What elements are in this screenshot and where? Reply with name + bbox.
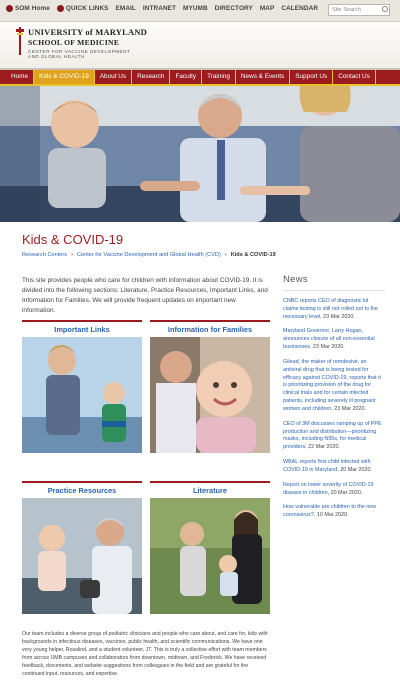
main-nav [0, 70, 400, 84]
plus-icon [57, 5, 64, 12]
logo-school: SCHOOL OF MEDICINE [28, 38, 120, 47]
breadcrumb [22, 252, 276, 258]
util-quick-links[interactable]: QUICK LINKS [57, 5, 109, 12]
utility-links [6, 5, 318, 12]
tile-label: Practice Resources [22, 481, 142, 498]
util-directory[interactable]: DIRECTORY [214, 5, 253, 12]
util-intranet[interactable]: INTRANET [142, 5, 177, 12]
nav-training[interactable]: Training [202, 70, 236, 84]
logo-center-2: AND GLOBAL HEALTH [28, 54, 85, 59]
intro-text: This site provides people who care for children with information about COVID-19. It is divided into the following sections: Literature, Practice Resources, Important Links, and Information for Families. We will provide frequent updates on important new information. [22, 277, 268, 314]
hero-photo [0, 86, 400, 222]
tile-information-for-families[interactable] [150, 320, 270, 453]
nav-contact-us[interactable]: Contact Us [333, 70, 376, 84]
tile-literature[interactable] [150, 481, 270, 614]
nav-faculty[interactable]: Faculty [170, 70, 202, 84]
breadcrumb-research-centers[interactable]: Research Centers [22, 252, 68, 258]
nav-support-us[interactable]: Support Us [290, 70, 333, 84]
search-input[interactable]: Site Search [328, 4, 390, 16]
tile-photo [22, 337, 142, 453]
util-myumb[interactable]: MYUMB [183, 5, 208, 12]
news-item[interactable]: Gilead, the maker of remdesivir, an antiviral drug that is being tested for efficacy against COVID-19, reports that it is prioritizing provision of the drug for clinical trials and for certain infected patients, including severely ill pregnant women and children, 23 Mar 2020. [283, 358, 381, 412]
nav-about-us[interactable]: About Us [95, 70, 132, 84]
news-divider [283, 290, 385, 291]
tile-practice-resources[interactable] [22, 481, 142, 614]
news-item[interactable]: CEO of 3M discusses ramping up of PPE production and distribution—prioritizing masks, including N95s, for medical providers, 22 Mar 2020. [283, 420, 382, 451]
breadcrumb-cvd[interactable]: Center for Vaccine Development and Global Health (CVD) [76, 252, 221, 258]
utility-bar [0, 0, 400, 22]
page-title: Kids & COVID-19 [22, 232, 124, 247]
util-calendar[interactable]: CALENDAR [281, 5, 319, 12]
nav-kids-covid[interactable]: Kids & COVID-19 [34, 70, 95, 84]
news-item[interactable]: WBAL reports first child infected with COVID-19 in Maryland, 20 Mar 2020. [283, 459, 372, 473]
breadcrumb-current: Kids & COVID-19 [230, 252, 276, 258]
news-item[interactable]: Maryland Governor, Larry Hogan, announces closure of all non-essential businesses, 23 Mar 2020. [283, 328, 375, 351]
logo-area [0, 22, 400, 70]
tile-important-links[interactable] [22, 320, 142, 453]
tile-photo [22, 498, 142, 614]
university-mace-logo[interactable] [15, 27, 25, 55]
util-map[interactable]: MAP [259, 5, 275, 12]
chevron-right-icon: › [71, 252, 73, 258]
team-description: Our team includes a diverse group of pediatric clinicians and people who care about, and care for, kids with backgrounds in infectious diseases, vaccines, public health, and scientific communications. We have one very young helper, Rosalind, and a student volunteer, JT. This is truly a collective effort with team members from across UMB campuses and collaborators from downtown, midtown, and Frederick. We have received feedback, documents, and website suggestions from colleagues in the field and are grateful for the continued input, resources, and expertise. [22, 631, 268, 678]
tile-label: Literature [150, 481, 270, 498]
chevron-right-icon: › [224, 252, 227, 258]
news-item[interactable]: How vulnerable are children to the new coronavirus?, 10 Mar 2020. [283, 504, 377, 519]
nav-research[interactable]: Research [132, 70, 170, 84]
news-item[interactable]: CNBC reports CEO of diagnostic kit claims testing is still not rolled out to the necessary level, 23 Mar 2020. [283, 298, 378, 320]
news-item[interactable]: Report on lower severity of COVID-19 disease in children, 20 Mar 2020. [283, 481, 374, 496]
nav-home[interactable]: Home [6, 70, 34, 84]
news-heading: News [283, 274, 308, 285]
logo-university: UNIVERSITY of MARYLAND [28, 27, 148, 37]
tile-label: Information for Families [150, 320, 270, 337]
util-email[interactable]: EMAIL [115, 5, 136, 12]
home-icon [6, 5, 13, 12]
tile-label: Important Links [22, 320, 142, 337]
news-sidebar [283, 274, 385, 520]
logo-center: CENTER FOR VACCINE DEVELOPMENT [28, 49, 131, 54]
tile-photo [150, 498, 270, 614]
search-icon[interactable] [382, 6, 388, 12]
util-som-home[interactable]: SOM Home [6, 5, 50, 12]
tile-photo [150, 337, 270, 453]
nav-news-events[interactable]: News & Events [236, 70, 290, 84]
logo-text[interactable] [28, 27, 147, 59]
